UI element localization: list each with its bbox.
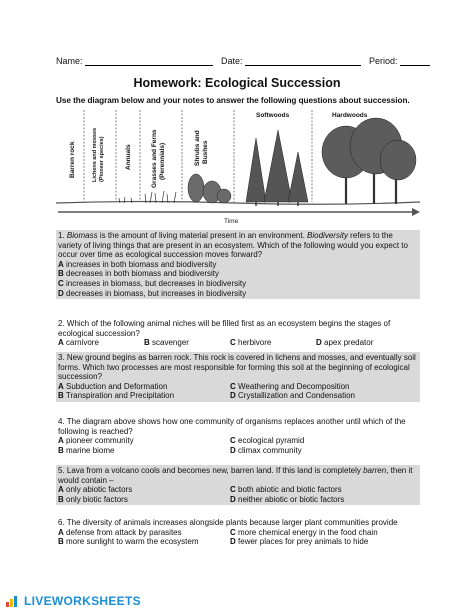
option-b[interactable]: B Transpiration and Precipitation	[58, 391, 175, 401]
brand-logo[interactable]	[6, 594, 141, 608]
option-a[interactable]: A increases in both biomass and biodiversity	[58, 259, 217, 269]
option-d[interactable]: D decreases in biomass, but increases in biodiversity	[58, 288, 247, 298]
period-field[interactable]: Period:	[369, 56, 430, 66]
option-c[interactable]: C both abiotic and biotic factors	[230, 485, 342, 495]
option-c[interactable]: C herbivore	[230, 338, 272, 348]
question-5: 5. Lava from a volcano cools and becomes new, barren land. If this land is completely barren, then it would contain – A only abiotic factors C both abiotic and biotic factors B only biotic factors D neither abiotic or biotic factors	[56, 465, 420, 505]
option-b[interactable]: B only biotic factors	[58, 494, 128, 504]
option-a[interactable]: A defense from attack by parasites	[58, 527, 182, 537]
date-blank[interactable]	[245, 56, 361, 66]
stage-label-pioneer: (Pioneer species)	[99, 136, 105, 182]
name-blank[interactable]	[85, 56, 213, 66]
option-b[interactable]: B decreases in both biomass and biodiversity	[58, 269, 219, 279]
question-4: 4. The diagram above shows how one community of organisms replaces another until which of the following is reached? A pioneer community C ecological pyramid B marine biome D climax community	[58, 417, 406, 455]
question-3: 3. New ground begins as barren rock. This rock is covered in lichens and mosses, and eventually soil forms. Which two processes are most responsible for forming this soil at the beginning of ecological succession? A Subduction and Deformation C Weathering and Decomposition B Transpiration and Precipitation D Crystallization and Condensation	[56, 352, 420, 402]
stage-label-grasses: Grasses and Ferns	[151, 129, 158, 188]
option-c[interactable]: C Weathering and Decomposition	[230, 381, 350, 391]
question-1: 1. Biomass is the amount of living material present in an environment. Biodiversity refers to the variety of living things that are present in an ecosystem. Which of the following would you expect to occur over time as ecological succession moves forward? A increases in both biomass and biodiversity B decreases in both biomass and biodiversity C increases in biomass, but decreases in biodiversity D decreases in biomass, but increases in biodiversity	[56, 230, 420, 299]
name-field[interactable]: Name:	[56, 56, 213, 66]
option-c[interactable]: C more chemical energy in the food chain	[230, 527, 378, 537]
date-field[interactable]: Date:	[221, 56, 361, 66]
option-a[interactable]: A only abiotic factors	[58, 485, 133, 495]
brand-name: LIVEWORKSHEETS	[24, 594, 141, 608]
question-6: 6. The diversity of animals increases alongside plants because larger plant communities provide A defense from attack by parasites C more chemical energy in the food chain B more sunlight to warm the ecosystem D fewer places for prey animals to hide	[56, 517, 420, 548]
option-c[interactable]: C increases in biomass, but decreases in biodiversity	[58, 278, 247, 288]
period-blank[interactable]	[400, 56, 430, 66]
option-b[interactable]: B scavenger	[144, 338, 189, 348]
label-hardwoods: Hardwoods	[332, 112, 368, 119]
time-label: Time	[224, 218, 239, 225]
stage-label-bushes: Bushes	[202, 140, 209, 164]
option-d[interactable]: D neither abiotic or biotic factors	[230, 494, 345, 504]
page-title: Homework: Ecological Succession	[133, 76, 341, 90]
label-softwoods: Softwoods	[256, 112, 290, 119]
option-d[interactable]: D climax community	[230, 445, 302, 455]
stage-label-lichens: Lichens and mosses	[92, 127, 98, 182]
question-2: 2. Which of the following animal niches will be filled first as an ecosystem begins the stages of ecological succession? A carnivore B scavenger C herbivore D apex predator	[56, 318, 420, 349]
option-d[interactable]: D apex predator	[316, 338, 374, 348]
option-b[interactable]: B marine biome	[58, 445, 115, 455]
instructions: Use the diagram below and your notes to answer the following questions about succession.	[56, 96, 410, 105]
option-d[interactable]: D Crystallization and Condensation	[230, 391, 355, 401]
liveworksheets-logo-icon	[6, 596, 20, 607]
option-c[interactable]: C ecological pyramid	[230, 436, 305, 446]
footer	[0, 593, 474, 611]
stage-label-annuals: Annuals	[125, 144, 132, 170]
stage-label-barren-rock: Barren rock	[69, 141, 76, 178]
stage-label-shrubs: Shrubs and	[194, 130, 201, 166]
option-a[interactable]: A carnivore	[58, 338, 99, 348]
option-b[interactable]: B more sunlight to warm the ecosystem	[58, 537, 199, 547]
option-a[interactable]: A Subduction and Deformation	[58, 381, 168, 391]
option-d[interactable]: D fewer places for prey animals to hide	[230, 537, 369, 547]
succession-diagram	[56, 108, 420, 226]
option-a[interactable]: A pioneer community	[58, 436, 134, 446]
stage-label-perennials: (Perennials)	[159, 142, 166, 180]
student-info-header	[56, 56, 430, 66]
